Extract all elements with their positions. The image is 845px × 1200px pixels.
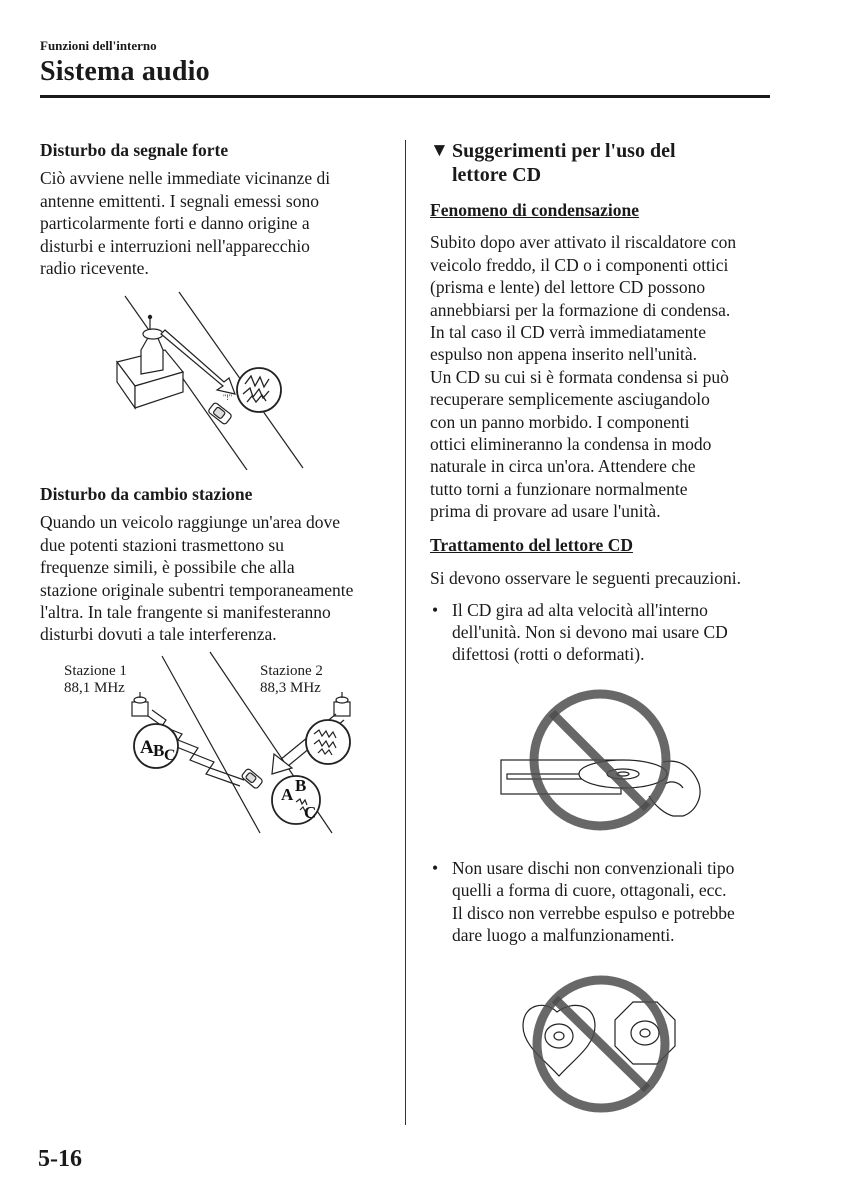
condensation-line: recuperare semplicemente asciugandolo: [430, 389, 710, 410]
station-change-section: [40, 483, 390, 646]
bubble-letter-b: B: [153, 741, 165, 760]
strong-signal-line: radio ricevente.: [40, 258, 149, 279]
condensation-line: (prisma e lente) del lettore CD possono: [430, 277, 706, 298]
bullet-line: dare luogo a malfunzionamenti.: [452, 925, 675, 946]
strong-signal-line: particolarmente forti e danno origine a: [40, 213, 310, 234]
svg-text:"!": "!": [223, 393, 233, 402]
strong-signal-line: antenne emittenti. I segnali emessi sono: [40, 190, 319, 211]
section-label: Funzioni dell'interno: [40, 38, 157, 53]
bubble-letter-a: A: [140, 737, 154, 758]
station-change-line: l'altra. In tale frangente si manifesteranno: [40, 602, 331, 623]
condensation-heading: Fenomeno di condensazione: [430, 200, 640, 220]
bullet-item: [430, 857, 775, 947]
station-2-frequency: 88,3 MHz: [260, 680, 321, 696]
station-change-line: due potenti stazioni trasmettono su: [40, 534, 284, 555]
station-change-line: Quando un veicolo raggiunge un'area dove: [40, 512, 341, 533]
bubble-letter-c: C: [164, 747, 176, 764]
condensation-line: annebbiarsi per la formazione di condensa.: [430, 299, 731, 320]
bullet-line: dell'unità. Non si devono mai usare CD: [452, 621, 728, 642]
page-title: Sistema audio: [40, 56, 210, 87]
condensation-line: Un CD su cui si è formata condensa si può: [430, 366, 729, 387]
condensation-line: espulso non appena inserito nell'unità.: [430, 344, 698, 365]
bullet-line: Non usare dischi non convenzionali tipo: [452, 858, 735, 878]
strong-signal-heading: Disturbo da segnale forte: [40, 140, 229, 160]
bullet-item: [430, 599, 775, 666]
treatment-intro: Si devono osservare le seguenti precauzioni.: [430, 568, 742, 589]
condensation-line: naturale in circa un'ora. Attendere che: [430, 456, 696, 477]
column-divider: [405, 140, 406, 1125]
condensation-line: tutto torni a funzionare normalmente: [430, 478, 688, 499]
station-change-line: disturbi dovuti a tale interferenza.: [40, 624, 277, 645]
station-change-line: frequenze simili, è possibile che alla: [40, 557, 295, 578]
strong-signal-section: [40, 139, 390, 279]
condensation-line: con un panno morbido. I componenti: [430, 411, 690, 432]
bullet-dot: •: [432, 858, 439, 878]
station-1-name: Stazione 1: [64, 663, 127, 679]
station-change-line: stazione originale subentri temporaneamente: [40, 579, 354, 600]
cd-tips-section-title: [430, 139, 775, 187]
condensation-line: veicolo freddo, il CD o i componenti ottici: [430, 254, 729, 275]
header-rule: [40, 95, 770, 98]
bullet-line: Il disco non verrebbe espulso e potrebbe: [452, 902, 735, 923]
bullet-line: Il CD gira ad alta velocità all'interno: [452, 599, 708, 620]
condensation-line: ottici elimineranno la condensa in modo: [430, 434, 712, 455]
bullet-line: quelli a forma di cuore, ottagonali, ecc.: [452, 880, 727, 901]
right-column: [430, 139, 775, 666]
station-change-illustration: [60, 650, 400, 835]
bubble-letter-b: B: [295, 776, 307, 795]
bullet-line: difettosi (rotti o deformati).: [452, 644, 645, 665]
cd-tips-title-line: lettore CD: [452, 164, 542, 186]
right-bullet-2: [430, 857, 775, 947]
section-triangle-icon: ▼: [430, 140, 449, 161]
bullet-dot: •: [432, 599, 439, 620]
condensation-line: In tal caso il CD verrà immediatamente: [430, 322, 707, 343]
strong-signal-illustration: [105, 290, 310, 470]
strong-signal-line: Ciò avviene nelle immediate vicinanze di: [40, 168, 331, 189]
page-number: 5-16: [38, 1146, 82, 1172]
station-change-heading: Disturbo da cambio stazione: [40, 484, 253, 504]
condensation-line: Subito dopo aver attivato il riscaldatore con: [430, 232, 737, 253]
treatment-heading: Trattamento del lettore CD: [430, 534, 633, 555]
condensation-line: prima di provare ad usare l'unità.: [430, 501, 661, 522]
cd-tips-title-line: Suggerimenti per l'uso del: [452, 140, 676, 162]
defective-cd-prohibited-illustration: [495, 688, 710, 838]
station-1-frequency: 88,1 MHz: [64, 680, 125, 696]
bubble-letter-a: A: [281, 785, 294, 804]
odd-shape-disc-prohibited-illustration: [515, 972, 695, 1117]
station-2-name: Stazione 2: [260, 663, 323, 679]
strong-signal-line: disturbi e interruzioni nell'apparecchio: [40, 235, 310, 256]
bubble-letter-c: C: [304, 803, 317, 822]
